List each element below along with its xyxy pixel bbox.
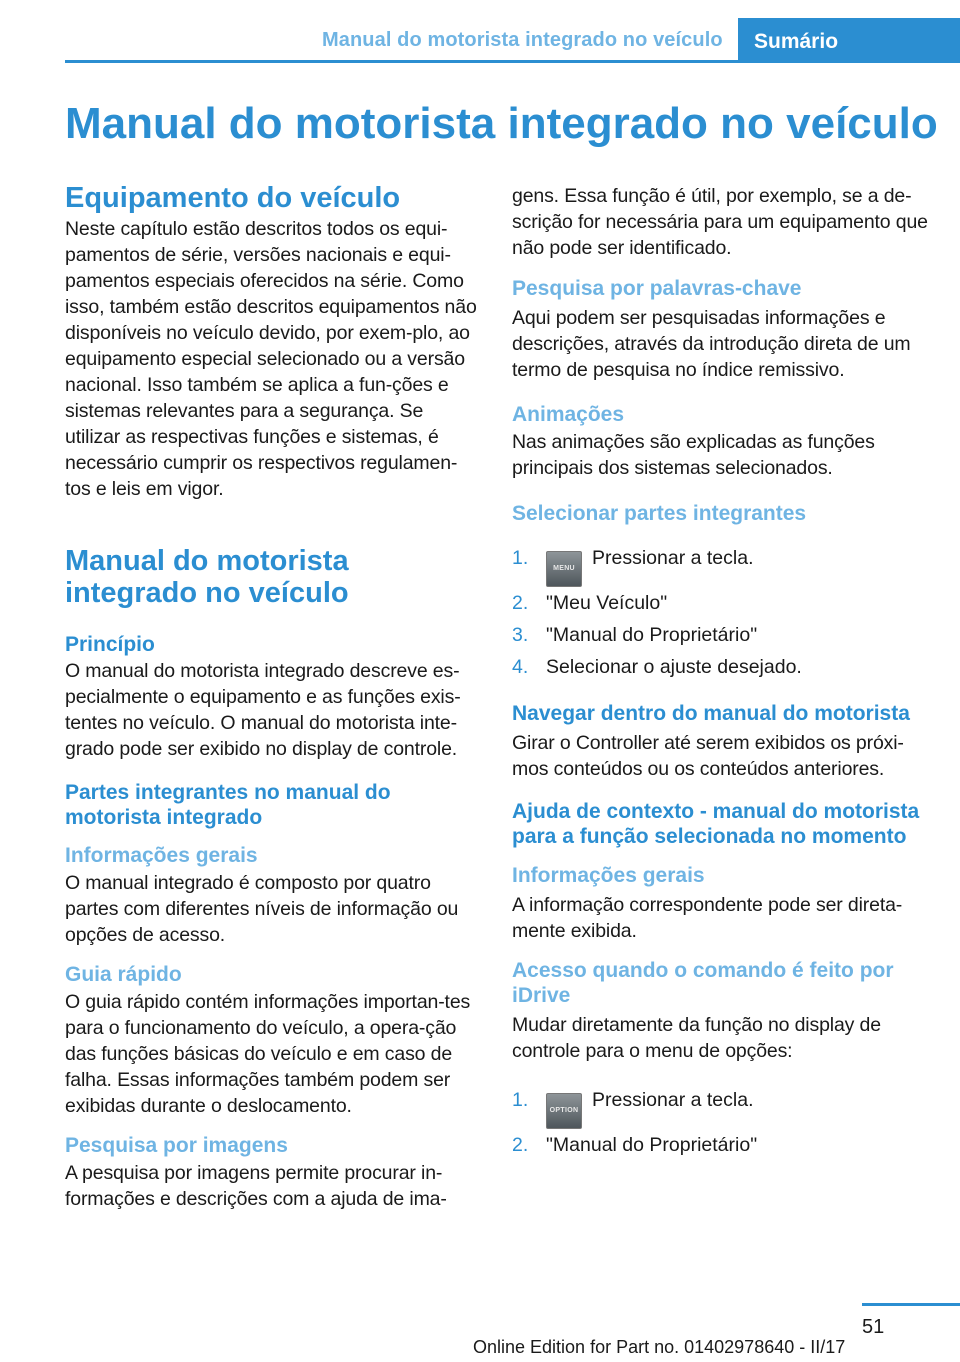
step-number: 2.	[512, 1134, 529, 1156]
heading-navegar: Navegar dentro do manual do motorista	[512, 702, 910, 725]
heading-guia-rapido: Guia rápido	[65, 963, 182, 986]
step-text: "Manual do Proprietário"	[546, 1134, 758, 1156]
step-number: 3.	[512, 624, 529, 646]
paragraph-continuation: gens. Essa função é útil, por exemplo, se a de-scrição for necessária para um equipamento que não pode ser identificado.	[512, 185, 928, 259]
heading-manual-line1: Manual do motorista	[65, 545, 349, 577]
steps-list-acesso	[512, 1080, 930, 1161]
heading-partes: Partes integrantes no manual do motorista integrado	[65, 781, 391, 829]
list-item	[512, 1080, 930, 1129]
paragraph-pesquisa-palavras: Aqui podem ser pesquisadas informações e descrições, através da introdução direta de um termo de pesquisa no índice remissivo.	[512, 307, 911, 381]
left-column	[65, 182, 480, 1212]
step-text: "Manual do Proprietário"	[546, 624, 758, 646]
heading-pesquisa-imagens: Pesquisa por imagens	[65, 1134, 288, 1157]
right-column	[512, 183, 930, 1161]
step-number: 1.	[512, 1089, 529, 1111]
footer-rule	[862, 1303, 960, 1306]
paragraph-equipamento: Neste capítulo estão descritos todos os equi-pamentos de série, versões nacionais e equi-pamentos especiais oferecidos na série. Como isso, também estão descritos equipamentos não disponíveis no veículo devido, por exem-plo, ao equipamento especial selecionado ou a versão nacional. Isso também se aplica a fun-ções e sistemas relevantes para a segurança. Se utilizar as respectivas funções e sistemas, é necessário cumprir os respectivos regulamen-tos e leis em vigor.	[65, 218, 477, 500]
step-number: 1.	[512, 547, 529, 569]
list-item	[512, 619, 930, 651]
menu-button-icon: MENU	[546, 551, 582, 587]
option-button-icon: OPTION	[546, 1093, 582, 1129]
step-number: 4.	[512, 656, 529, 678]
paragraph-acesso-idrive: Mudar diretamente da função no display de controle para o menu de opções:	[512, 1014, 881, 1062]
header-tab-summary[interactable]: Sumário	[738, 18, 960, 62]
paragraph-guia-rapido: O guia rápido contém informações importan-tes para o funcionamento do veículo, a opera-ção das funções básicas do veículo e em caso de falha. Essas informações também podem ser exibidas durante o deslocamento.	[65, 991, 471, 1117]
step-text: Selecionar o ajuste desejado.	[546, 656, 802, 678]
step-text: "Meu Veículo"	[546, 592, 668, 614]
page-number: 51	[862, 1316, 885, 1338]
list-item	[512, 538, 930, 587]
page-title: Manual do motorista integrado no veículo	[65, 99, 938, 148]
paragraph-principio: O manual do motorista integrado descreve es-pecialmente o equipamento e as funções exis-tentes no veículo. O manual do motorista inte-grado pode ser exibido no display de controle.	[65, 660, 461, 760]
heading-manual-integrado	[65, 545, 480, 609]
heading-equipamento: Equipamento do veículo	[65, 182, 401, 214]
heading-info-gerais-2: Informações gerais	[512, 864, 705, 887]
edition-footer: Online Edition for Part no. 01402978640 - II/17	[473, 1337, 846, 1357]
heading-acesso-idrive: Acesso quando o comando é feito por iDrive	[512, 959, 894, 1007]
steps-list-selecionar	[512, 538, 930, 683]
heading-manual-line2: integrado no veículo	[65, 577, 349, 609]
heading-selecionar: Selecionar partes integrantes	[512, 502, 807, 525]
paragraph-info-gerais: O manual integrado é composto por quatro partes com diferentes níveis de informação ou opções de acesso.	[65, 872, 459, 946]
step-number: 2.	[512, 592, 529, 614]
list-item	[512, 651, 930, 683]
header-section-title: Manual do motorista integrado no veículo	[322, 29, 723, 51]
heading-animacoes: Animações	[512, 403, 625, 426]
header-rule	[65, 60, 960, 63]
step-text: Pressionar a tecla.	[592, 1089, 754, 1111]
paragraph-navegar: Girar o Controller até serem exibidos os próxi-mos conteúdos ou os conteúdos anteriores.	[512, 732, 904, 780]
paragraph-animacoes: Nas animações são explicadas as funções principais dos sistemas selecionados.	[512, 431, 875, 479]
paragraph-pesquisa-imagens: A pesquisa por imagens permite procurar in-formações e descrições com a ajuda de ima-	[65, 1162, 447, 1210]
list-item	[512, 1129, 930, 1161]
list-item	[512, 587, 930, 619]
paragraph-info-gerais-2: A informação correspondente pode ser direta-mente exibida.	[512, 894, 903, 942]
heading-principio: Princípio	[65, 633, 155, 656]
heading-ajuda-contexto: Ajuda de contexto - manual do motorista para a função selecionada no momento	[512, 800, 920, 848]
heading-info-gerais: Informações gerais	[65, 844, 258, 867]
heading-pesquisa-palavras: Pesquisa por palavras-chave	[512, 277, 802, 300]
step-text: Pressionar a tecla.	[592, 547, 754, 569]
